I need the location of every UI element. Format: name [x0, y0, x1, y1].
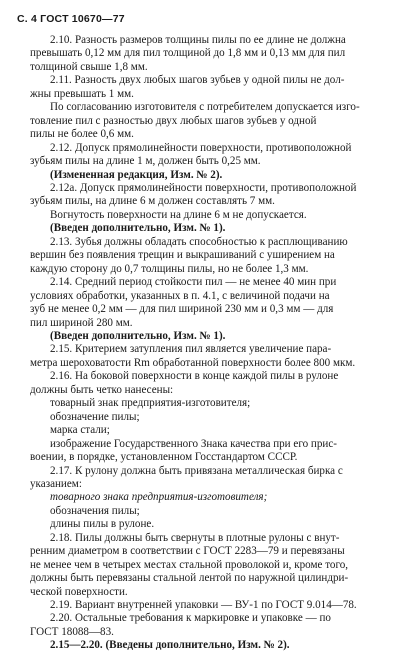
text-line: ческой поверхности. — [30, 585, 128, 598]
text-line: вершин без появления трещин и выкрашиваний с уширением на — [30, 249, 335, 262]
text-line: должны быть перевязаны стальной лентой по наружной цилиндри- — [30, 572, 349, 585]
text-line: указанием: — [30, 477, 82, 490]
text-line: пилы не более 0,6 мм. — [30, 128, 134, 141]
text-line: зуб не менее 0,2 мм — для пил шириной 230 мм и 0,3 мм — для — [30, 303, 334, 316]
text-line: превышать 0,12 мм для пил толщиной до 1,8 мм и 0,13 мм для пил — [30, 47, 346, 60]
text-line: изображение Государственного Знака качества при его прис- — [50, 437, 337, 450]
text-line: 2.10. Разность размеров толщины пилы по ее длине не должна — [50, 34, 346, 46]
text-line: 2.12а. Допуск прямолинейности поверхности, противоположной — [50, 181, 357, 194]
text-line: 2.17. К рулону должна быть привязана металлическая бирка с — [50, 464, 343, 477]
text-line: каждую сторону до 0,7 толщины пилы, но не более 1,3 мм. — [30, 262, 309, 275]
text-line: толщиной свыше 1,8 мм. — [30, 60, 148, 73]
text-line: обозначения пилы; — [50, 504, 140, 517]
text-line: По согласованию изготовителя с потребителем допускается изго- — [50, 101, 360, 114]
document-body — [30, 34, 402, 653]
text-line: марка стали; — [50, 424, 110, 437]
text-line: 2.20. Остальные требования к маркировке и упаковке — по — [50, 612, 331, 625]
text-line: 2.18. Пилы должны быть свернуты в плотные рулоны с внут- — [50, 531, 340, 544]
text-line: 2.12. Допуск прямолинейности поверхности, противоположной — [50, 141, 352, 154]
text-line: длины пилы в рулоне. — [50, 518, 155, 531]
text-line: 2.19. Вариант внутренней упаковки — ВУ-1 по ГОСТ 9.014—78. — [50, 599, 357, 612]
text-line: зубьям пилы на длине 1 м, должен быть 0,25 мм. — [30, 155, 261, 168]
text-line: 2.16. На боковой поверхности в конце каждой пилы в рулоне — [50, 370, 339, 383]
text-line: 2.14. Средний период стойкости пил — не менее 40 мин при — [50, 276, 337, 289]
text-line: условиях обработки, указанных в п. 4.1, с величиной подачи на — [30, 289, 330, 302]
text-line: (Введен дополнительно, Изм. № 1). — [50, 329, 226, 342]
text-line: 2.15. Критерием затупления пил является увеличение пара- — [50, 343, 332, 356]
text-line: 2.15—2.20. (Введены дополнительно, Изм. № 2). — [50, 639, 290, 652]
page-header: С. 4 ГОСТ 10670—77 — [17, 13, 125, 25]
text-line: 2.11. Разность двух любых шагов зубьев у одной пилы не дол- — [50, 74, 345, 87]
text-line: Вогнутость поверхности на длине 6 м не допускается. — [50, 208, 307, 221]
text-line: жны превышать 1 мм. — [30, 87, 134, 100]
text-line: товление пил с разностью двух любых шагов зубьев у одной — [30, 114, 317, 127]
text-line: воении, в порядке, установленном Госстандартом СССР. — [30, 451, 298, 464]
text-line: ренним диаметром в соответствии с ГОСТ 2283—79 и перевязаны — [30, 545, 345, 558]
text-line: обозначение пилы; — [50, 410, 140, 423]
text-line: товарного знака предприятия-изготовителя; — [50, 491, 268, 504]
text-line: товарный знак предприятия-изготовителя; — [50, 397, 251, 410]
text-line: (Введен дополнительно, Изм. № 1). — [50, 222, 226, 235]
text-line: должны быть четко нанесены: — [30, 383, 174, 396]
text-line: ГОСТ 18088—83. — [30, 625, 114, 638]
text-line: (Измененная редакция, Изм. № 2). — [50, 168, 223, 181]
text-line: не менее чем в четырех местах стальной проволокой и, кроме того, — [30, 558, 349, 571]
text-line: 2.13. Зубья должны обладать способностью к расплющиванию — [50, 235, 348, 248]
text-line: зубьям пилы, на длине 6 м должен составлять 7 мм. — [30, 195, 275, 208]
text-line: метра шероховатости Rm обработанной поверхности более 800 мкм. — [30, 356, 356, 369]
text-line: пил шириной 280 мм. — [30, 316, 133, 329]
